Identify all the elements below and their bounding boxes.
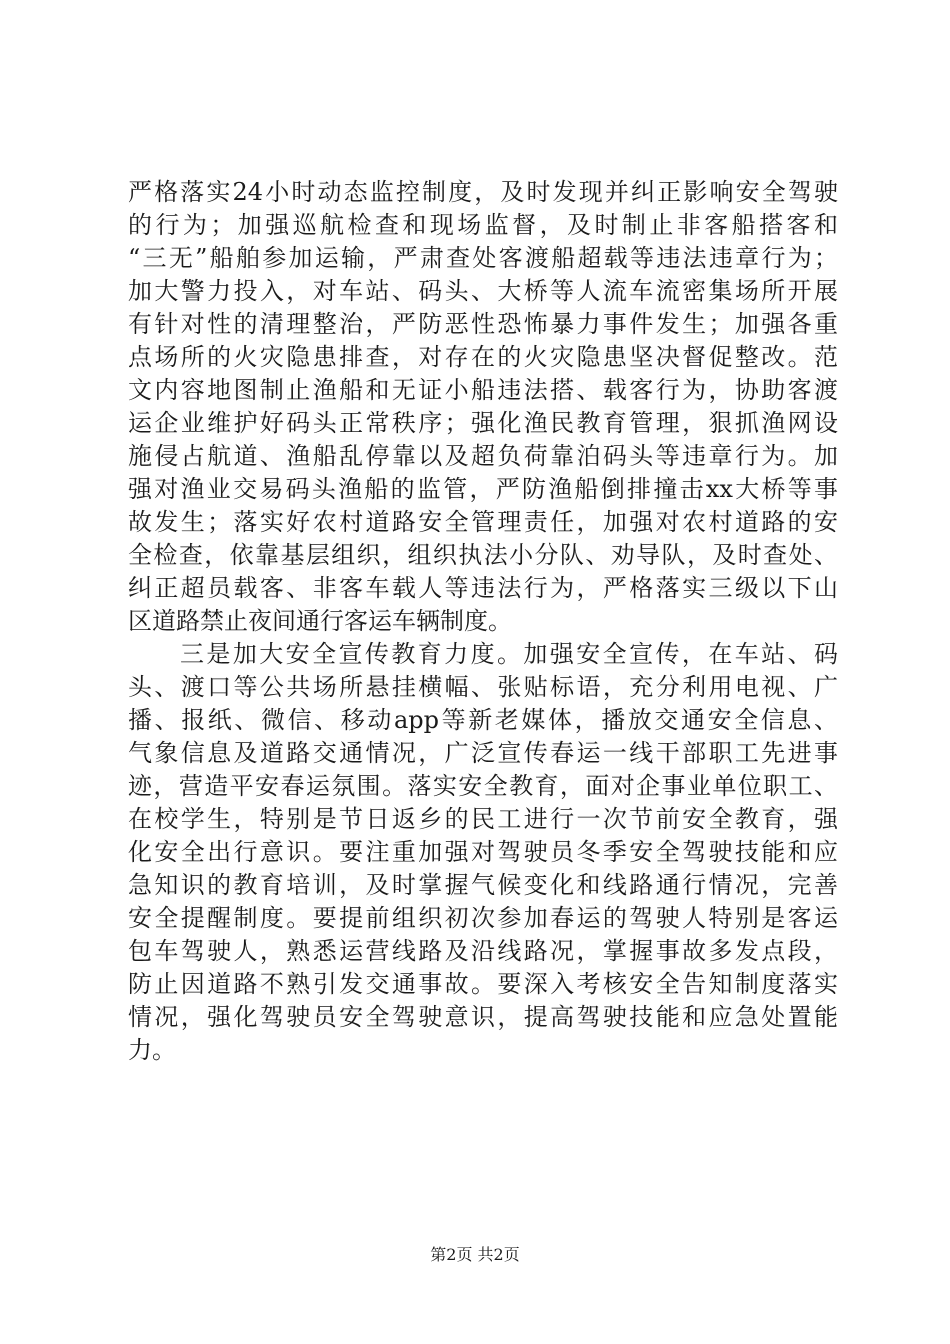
- paragraph-1: [128, 176, 838, 638]
- text-line: 运企业维护好码头正常秩序；强化渔民教育管理，狠抓渔网设: [128, 409, 838, 437]
- text-line: 纠正超员载客、非客车载人等违法行为，严格落实三级以下山: [128, 574, 838, 602]
- text-line: 三是加大安全宣传教育力度。加强安全宣传，在车站、码: [180, 640, 838, 668]
- text-line: 安全提醒制度。要提前组织初次参加春运的驾驶人特别是客运: [128, 904, 838, 932]
- text-line: 包车驾驶人，熟悉运营线路及沿线路况，掌握事故多发点段，: [128, 937, 838, 965]
- text-line: 严格落实24小时动态监控制度，及时发现并纠正影响安全驾驶: [128, 178, 838, 206]
- text-line: 加大警力投入，对车站、码头、大桥等人流车流密集场所开展: [128, 277, 838, 305]
- text-line: 迹，营造平安春运氛围。落实安全教育，面对企事业单位职工、: [128, 772, 838, 800]
- document-body: [128, 176, 838, 1067]
- text-line: 施侵占航道、渔船乱停靠以及超负荷靠泊码头等违章行为。加: [128, 442, 838, 470]
- text-line: 情况，强化驾驶员安全驾驶意识，提高驾驶技能和应急处置能: [128, 1003, 838, 1031]
- paragraph-2: [128, 638, 838, 1067]
- text-line: 有针对性的清理整治，严防恶性恐怖暴力事件发生；加强各重: [128, 310, 838, 338]
- text-line: 全检查，依靠基层组织，组织执法小分队、劝导队，及时查处、: [128, 541, 838, 569]
- text-line: 化安全出行意识。要注重加强对驾驶员冬季安全驾驶技能和应: [128, 838, 838, 866]
- text-line: 文内容地图制止渔船和无证小船违法搭、载客行为，协助客渡: [128, 376, 838, 404]
- text-line: 在校学生，特别是节日返乡的民工进行一次节前安全教育，强: [128, 805, 838, 833]
- text-line: 头、渡口等公共场所悬挂横幅、张贴标语，充分利用电视、广: [128, 673, 838, 701]
- text-line: 气象信息及道路交通情况，广泛宣传春运一线干部职工先进事: [128, 739, 838, 767]
- text-line: 故发生；落实好农村道路安全管理责任，加强对农村道路的安: [128, 508, 838, 536]
- page-footer: [0, 1242, 950, 1265]
- text-line: 强对渔业交易码头渔船的监管，严防渔船倒排撞击xx大桥等事: [128, 475, 838, 503]
- text-line: 播、报纸、微信、移动app等新老媒体，播放交通安全信息、: [128, 706, 838, 734]
- text-line: 急知识的教育培训，及时掌握气候变化和线路通行情况，完善: [128, 871, 838, 899]
- text-line: 防止因道路不熟引发交通事故。要深入考核安全告知制度落实: [128, 970, 838, 998]
- text-line: 的行为；加强巡航检查和现场监督，及时制止非客船搭客和: [128, 211, 838, 239]
- text-line: 力。: [128, 1036, 176, 1064]
- text-line: 区道路禁止夜间通行客运车辆制度。: [128, 607, 512, 635]
- text-line: 点场所的火灾隐患排查，对存在的火灾隐患坚决督促整改。范: [128, 343, 838, 371]
- page-number: 第2页 共2页: [430, 1245, 520, 1264]
- text-line: “三无”船舶参加运输，严肃查处客渡船超载等违法违章行为；: [128, 244, 838, 272]
